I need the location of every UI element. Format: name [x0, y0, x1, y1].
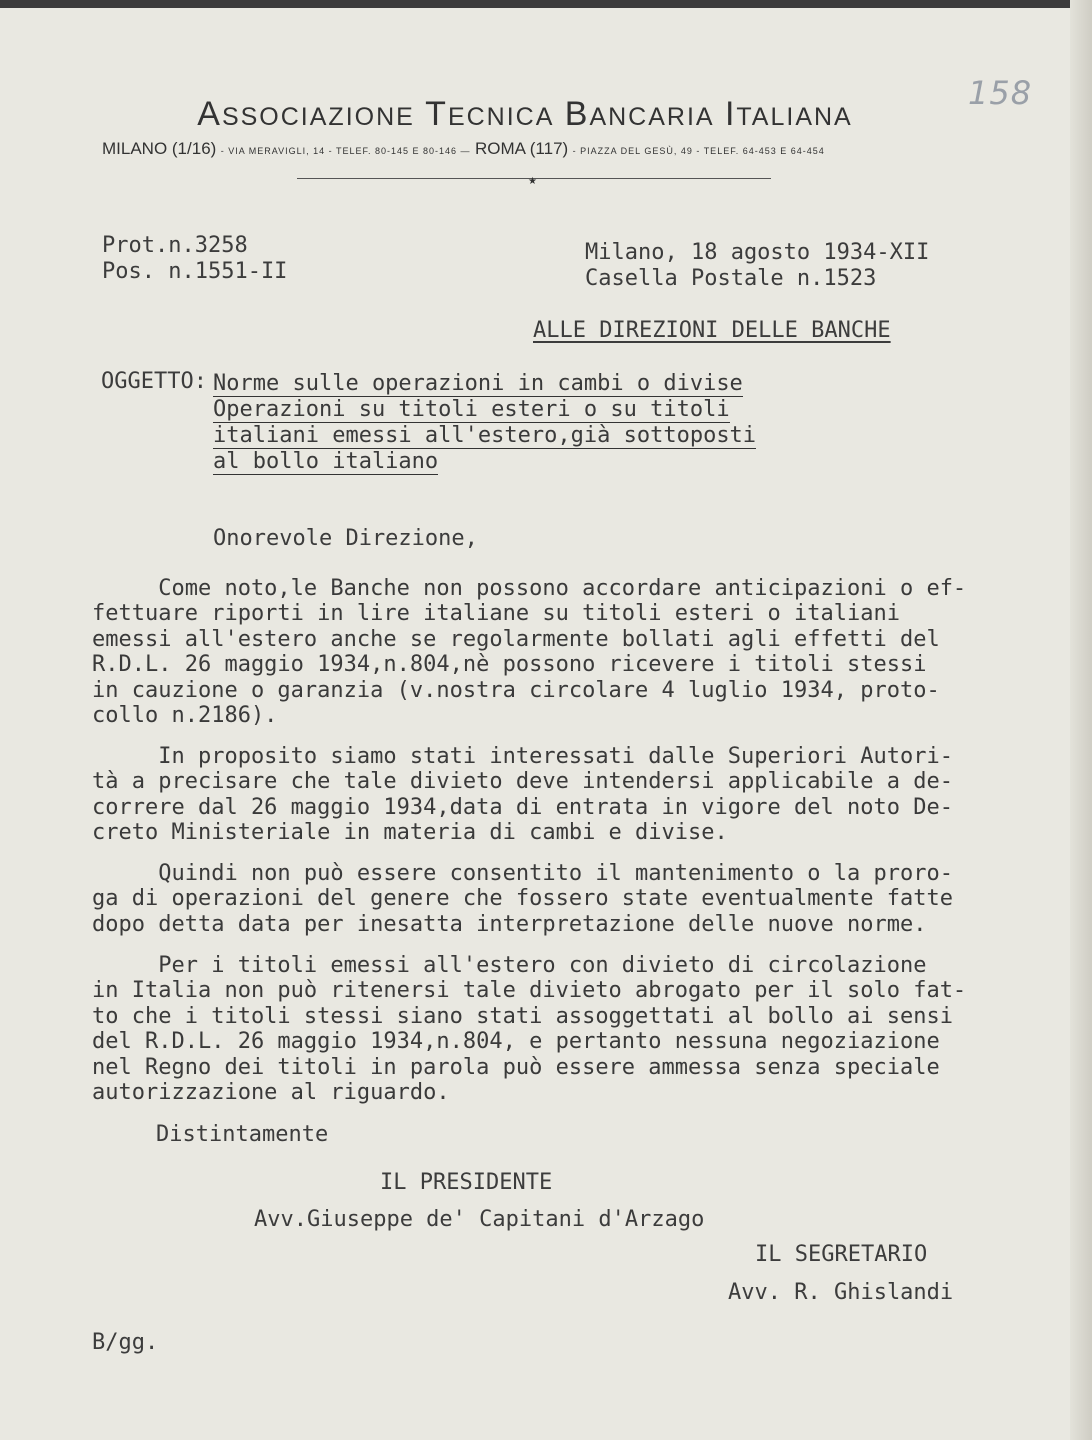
paragraph-4 — [92, 953, 966, 1105]
subject-line: Norme sulle operazioni in cambi o divise — [213, 371, 743, 396]
body-line: In proposito siamo stati interessati dalle Superiori Autori- — [92, 744, 953, 769]
body-line: creto Ministeriale in materia di cambi e divise. — [92, 820, 728, 846]
paragraph-3 — [92, 861, 953, 937]
secretary-name: Avv. R. Ghislandi — [728, 1280, 954, 1305]
position-number: Pos. n.1551-II — [102, 259, 288, 284]
closing: Distintamente — [156, 1122, 329, 1147]
president-name: Avv.Giuseppe de' Capitani d'Arzago — [254, 1207, 705, 1232]
subject-line: italiani emessi all'estero,già sottoposti — [213, 423, 757, 448]
secretary-title: IL SEGRETARIO — [755, 1242, 928, 1267]
address-roma: - PIAZZA DEL GESÙ, 49 - TELEF. 64-453 E 64-454 — [572, 146, 825, 156]
letterhead-title-text: ASSOCIAZIONE TECNICA BANCARIA ITALIANA — [197, 95, 853, 133]
typist-initials: B/gg. — [92, 1330, 159, 1355]
po-box: Casella Postale n.1523 — [585, 266, 877, 291]
body-line: to che i titoli stessi siano stati assoggettati al bollo ai sensi — [92, 1003, 953, 1029]
body-line: in Italia non può ritenersi tale divieto abrogato per il solo fat- — [92, 978, 967, 1004]
subject-label: OGGETTO: — [101, 369, 207, 394]
body-line: del R.D.L. 26 maggio 1934,n.804, e pertanto nessuna negoziazione — [92, 1029, 940, 1055]
page-edge — [1070, 0, 1092, 1440]
body-line: R.D.L. 26 maggio 1934,n.804,nè possono ricevere i titoli stessi — [92, 652, 927, 678]
president-title: IL PRESIDENTE — [380, 1170, 553, 1195]
protocol-number: Prot.n.3258 — [102, 233, 248, 258]
body-line: emessi all'estero anche se regolarmente bollati agli effetti del — [92, 626, 940, 652]
subject-line: al bollo italiano — [213, 449, 439, 474]
body-line: Quindi non può essere consentito il mantenimento o la proro- — [92, 861, 953, 886]
handwritten-page-number: 158 — [968, 74, 1033, 112]
body-line: dopo detta data per inesatta interpretazione delle nuove norme. — [92, 911, 927, 937]
divider-star-icon: ★ — [528, 176, 537, 187]
body-line: fettuare riporti in lire italiane su titoli esteri o italiani — [92, 601, 900, 627]
address-roma-city: ROMA (117) — [474, 139, 569, 158]
salutation: Onorevole Direzione, — [213, 526, 478, 551]
recipient: ALLE DIREZIONI DELLE BANCHE — [533, 318, 891, 343]
subject-line: Operazioni su titoli esteri o su titoli — [213, 397, 730, 422]
letter-date: Milano, 18 agosto 1934-XII — [585, 240, 930, 265]
body-line: Come noto,le Banche non possono accordare anticipazioni o ef- — [92, 576, 967, 601]
letterhead-address — [102, 139, 1002, 159]
paragraph-1 — [92, 576, 966, 728]
paragraph-2 — [92, 744, 953, 846]
body-line: in cauzione o garanzia (v.nostra circolare 4 luglio 1934, proto- — [92, 677, 940, 703]
address-milano: - VIA MERAVIGLI, 14 - TELEF. 80-145 E 80-146 — — [220, 146, 471, 156]
body-line: collo n.2186). — [92, 703, 278, 729]
body-line: Per i titoli emessi all'estero con divieto di circolazione — [92, 953, 927, 978]
top-edge-strip — [0, 0, 1092, 8]
body-line: tà a precisare che tale divieto deve intendersi applicabile a de- — [92, 769, 953, 795]
body-line: correre dal 26 maggio 1934,data di entrata in vigore del noto De- — [92, 794, 953, 820]
letterhead-title — [0, 95, 1050, 134]
body-line: ga di operazioni del genere che fossero state eventualmente fatte — [92, 886, 953, 912]
address-milano-city: MILANO (1/16) — [102, 139, 217, 158]
body-line: nel Regno dei titoli in parola può essere ammessa senza speciale — [92, 1054, 940, 1080]
body-line: autorizzazione al riguardo. — [92, 1080, 450, 1106]
